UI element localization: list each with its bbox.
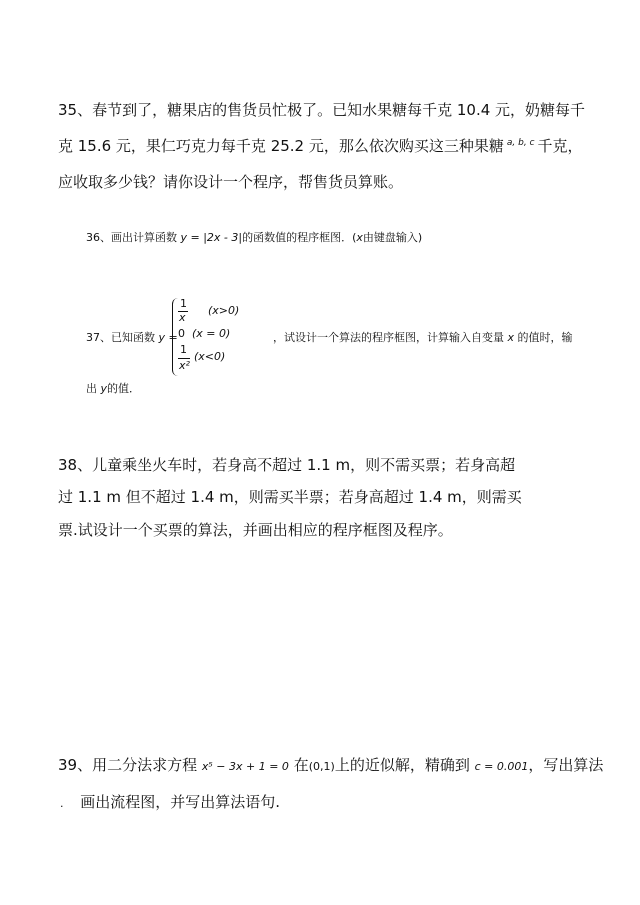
q37-case3-num: 1: [180, 343, 187, 356]
q37-case1-cond: (x>0): [208, 304, 240, 317]
q39-line2-text: 画出流程图，并写出算法语句.: [80, 793, 281, 811]
q37-case3-cond: (x<0): [194, 350, 226, 363]
q39-mark: .: [60, 797, 64, 810]
q39-interval: (0,1): [308, 760, 335, 773]
q37-text2: ，试设计一个算法的程序框图，计算输入自变量: [273, 331, 504, 344]
q39-text2: 在: [293, 756, 309, 774]
q37-line2-post: 的值．: [107, 382, 141, 395]
q37-case3-den: x²: [179, 359, 190, 372]
q35-line3: 应收取多少钱？请你设计一个程序，帮售货员算账。: [58, 173, 404, 191]
q37-text: 37、已知函数: [86, 331, 155, 344]
q36-line: [86, 231, 422, 245]
q37-lhs: y =: [158, 331, 178, 344]
q37-case1-den: x: [179, 311, 186, 324]
q39-text3: 上的近似解，精确到: [334, 756, 470, 774]
q36-text: 36、画出计算函数: [86, 231, 177, 244]
q36-text3: 由键盘输入): [362, 231, 423, 244]
q37-intro: [86, 331, 178, 345]
q37-line2-var: y: [100, 382, 108, 395]
q39-precision: c = 0.001: [474, 760, 529, 773]
q37-case2-cond: (x = 0): [192, 327, 231, 340]
q37-case1-num: 1: [180, 297, 187, 310]
q38-line3: 票.试设计一个买票的算法，并画出相应的程序框图及程序。: [58, 521, 453, 539]
q37-line2-pre: 出: [86, 382, 97, 395]
q35-line2-text: 克 15.6 元，果仁巧克力每千克 25.2 元，那么依次购买这三种果糖: [58, 137, 504, 155]
q39-line2: [60, 793, 280, 811]
q36-var: x: [356, 231, 363, 244]
q39-equation: x⁵ − 3x + 1 = 0: [201, 760, 289, 773]
q35-vars: a, b, c: [506, 138, 535, 148]
q37-case2-val: 0: [178, 327, 185, 340]
q35-line2: [58, 137, 583, 155]
q39-line1: [58, 756, 603, 774]
q36-formula: y = |2x - 3|: [180, 231, 243, 244]
q39-text: 39、用二分法求方程: [58, 756, 198, 774]
q39-text4: ，写出算法: [528, 756, 604, 774]
q38-line1: 38、儿童乘坐火车时，若身高不超过 1.1 m，则不需买票；若身高超: [58, 456, 516, 474]
q37-var: x: [507, 331, 515, 344]
q38-line2: 过 1.1 m 但不超过 1.4 m，则需买半票；若身高超过 1.4 m，则需买: [58, 488, 522, 506]
q36-text2: 的函数值的程序框图．(: [242, 231, 357, 244]
q35-line2-end: 千克，: [537, 137, 583, 155]
q37-text3: 的值时，输: [517, 331, 573, 344]
q37-line2: [86, 382, 140, 396]
q37-text-right: [273, 331, 573, 345]
q35-line1: 35、春节到了，糖果店的售货员忙极了。已知水果糖每千克 10.4 元，奶糖每千: [58, 101, 586, 119]
